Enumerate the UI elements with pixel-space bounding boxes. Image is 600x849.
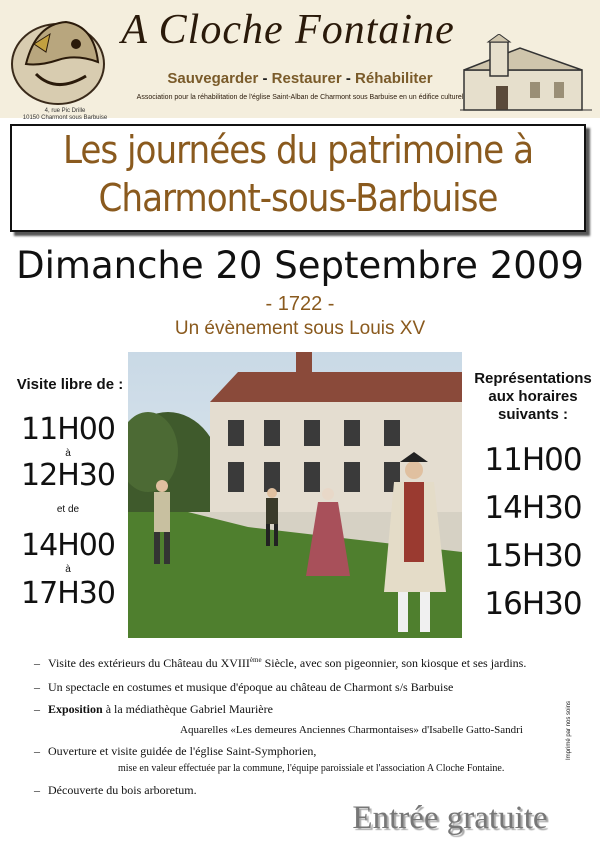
event-year: - 1722 - — [265, 293, 335, 315]
bell-sketch-logo — [6, 4, 110, 108]
chateau-photo — [128, 352, 462, 638]
association-description: Association pour la réhabilitation de l'église Saint-Alban de Charmont sous Barbuise en un édifice culturel — [136, 94, 464, 101]
title-line-2: Charmont-sous-Barbuise — [98, 176, 498, 220]
free-entry-label: Entrée gratuite — [352, 800, 548, 836]
program-item-eglise-detail: mise en valeur effectuée par la commune, l'équipe paroissiale et l'association A Cloche Fontaine. — [118, 763, 505, 774]
program-item-exposition: – Exposition à la médiathèque Gabriel Maurière — [34, 702, 273, 716]
shows-label-line-3: suivants : — [497, 406, 569, 423]
visit-end-time-2: 17H30 — [21, 576, 115, 611]
church-sketch — [460, 34, 592, 114]
visit-to-1: à — [65, 448, 71, 459]
visit-to-2: à — [65, 564, 71, 575]
postal-address — [20, 108, 110, 122]
show-time: 15H30 — [484, 538, 582, 574]
address-line-2: 10150 Charmont sous Barbuise — [22, 115, 108, 121]
program-item-arboretum: – Découverte du bois arboretum. — [34, 783, 197, 797]
event-date: Dimanche 20 Septembre 2009 — [16, 244, 584, 287]
visit-label: Visite libre de : — [16, 376, 124, 393]
program-item-chateau: – Visite des extérieurs du Château du XVIIIème Siècle, avec son pigeonnier, son kiosque et ses jardins. — [34, 656, 527, 670]
slogan-word-2: Restaurer — [271, 70, 342, 87]
slogan-separator: - — [258, 70, 272, 87]
bullet-dash-icon: – — [34, 702, 40, 716]
address-line-1: 4, rue Pic Drille — [44, 108, 86, 114]
show-time: 14H30 — [484, 490, 582, 526]
slogan — [140, 70, 460, 87]
slogan-word-1: Sauvegarder — [167, 70, 259, 87]
program-item-eglise: – Ouverture et visite guidée de l'église Saint-Symphorien, — [34, 744, 317, 758]
program-item-spectacle: – Un spectacle en costumes et musique d'époque au château de Charmont s/s Barbuise — [34, 680, 454, 694]
title-line-1: Les journées du patrimoine à — [62, 128, 534, 172]
visit-start-time-1: 11H00 — [21, 412, 115, 447]
slogan-separator: - — [341, 70, 356, 87]
bullet-dash-icon: – — [34, 680, 40, 694]
shows-label-line-2: aux horaires — [488, 388, 578, 405]
slogan-word-3: Réhabiliter — [355, 70, 433, 87]
bullet-dash-icon: – — [34, 744, 40, 758]
visit-and: et de — [56, 504, 80, 515]
title-box — [10, 124, 586, 232]
bullet-dash-icon: – — [34, 656, 40, 670]
visit-start-time-2: 14H00 — [21, 528, 115, 563]
bullet-dash-icon: – — [34, 783, 40, 797]
organization-name: A Cloche Fontaine — [121, 7, 455, 53]
program-item-exposition-detail: Aquarelles «Les demeures Anciennes Charmontaises» d'Isabelle Gatto-Sandri — [180, 724, 523, 736]
shows-label-line-1: Représentations — [474, 370, 592, 387]
visit-end-time-1: 12H30 — [21, 458, 115, 493]
event-subtitle: Un évènement sous Louis XV — [174, 318, 426, 339]
show-time: 11H00 — [484, 442, 582, 478]
printer-note: Imprimé par nos soins — [566, 700, 572, 760]
show-time: 16H30 — [484, 586, 582, 622]
shows-label — [474, 370, 592, 424]
